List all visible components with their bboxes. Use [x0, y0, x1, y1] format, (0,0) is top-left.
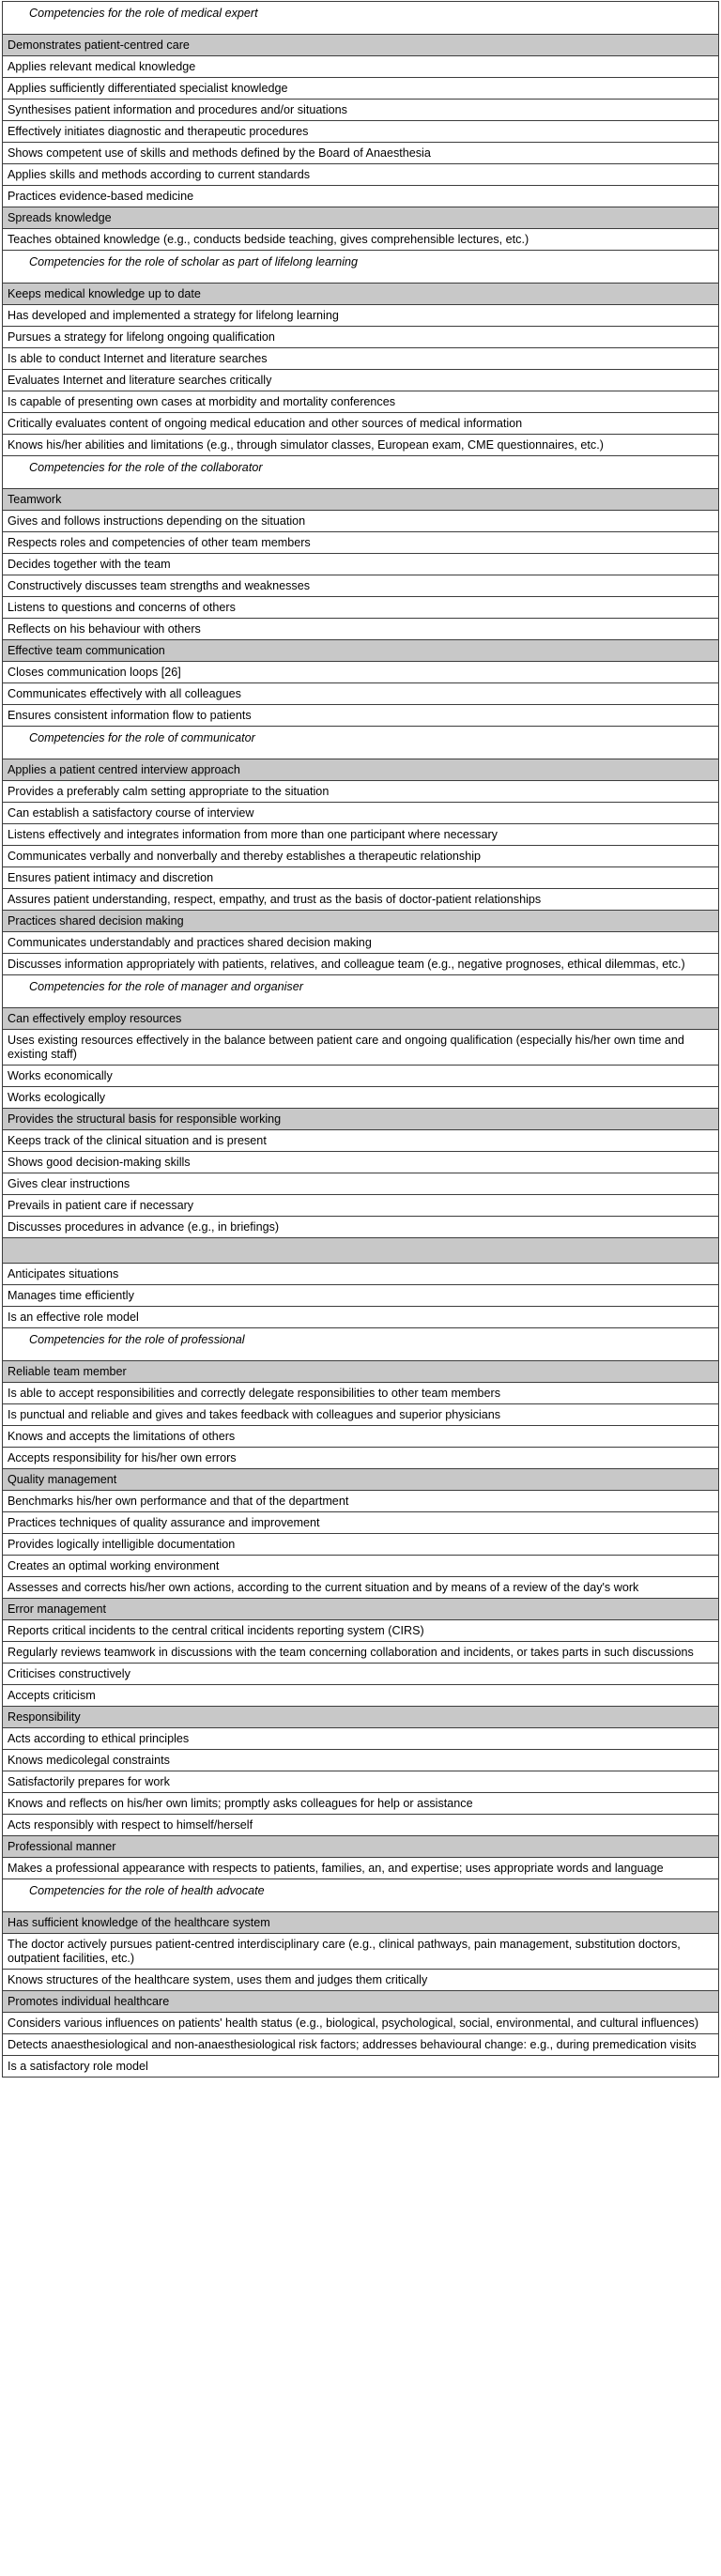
- competency-row: [3, 229, 719, 251]
- competency-row: [3, 1285, 719, 1307]
- competency-row: [3, 1620, 719, 1642]
- competency-text: Is able to conduct Internet and literature searches: [3, 348, 719, 370]
- competency-text: The doctor actively pursues patient-centred interdisciplinary care (e.g., clinical pathways, pain management, substitution doctors, outpatient facilities, etc.): [3, 1934, 719, 1970]
- competency-row: [3, 1173, 719, 1195]
- category-row: [3, 1008, 719, 1030]
- competency-text: Provides a preferably calm setting appropriate to the situation: [3, 781, 719, 803]
- competency-row: [3, 1664, 719, 1685]
- category-label: Keeps medical knowledge up to date: [3, 284, 719, 305]
- competency-row: [3, 1130, 719, 1152]
- competency-text: Assures patient understanding, respect, empathy, and trust as the basis of doctor-patient relationships: [3, 889, 719, 911]
- competency-row: [3, 1152, 719, 1173]
- competency-row: [3, 1858, 719, 1879]
- category-label: Responsibility: [3, 1707, 719, 1728]
- competency-row: [3, 597, 719, 619]
- competency-text: Assesses and corrects his/her own actions, according to the current situation and by means of a review of the day's work: [3, 1577, 719, 1599]
- competency-text: Is able to accept responsibilities and correctly delegate responsibilities to other team members: [3, 1383, 719, 1404]
- category-row: [3, 1991, 719, 2013]
- competency-text: Knows structures of the healthcare system, uses them and judges them critically: [3, 1970, 719, 1991]
- category-row: [3, 759, 719, 781]
- competency-text: Shows good decision-making skills: [3, 1152, 719, 1173]
- competency-text: Reports critical incidents to the central critical incidents reporting system (CIRS): [3, 1620, 719, 1642]
- competency-text: Applies relevant medical knowledge: [3, 56, 719, 78]
- competencies-table-body: [3, 2, 719, 2078]
- competency-text: Accepts responsibility for his/her own errors: [3, 1448, 719, 1469]
- category-label: Demonstrates patient-centred care: [3, 35, 719, 56]
- role-heading: Competencies for the role of medical expert: [3, 2, 719, 35]
- category-row: [3, 35, 719, 56]
- competency-text: Knows medicolegal constraints: [3, 1750, 719, 1771]
- category-label: Effective team communication: [3, 640, 719, 662]
- category-row: [3, 1836, 719, 1858]
- competency-text: Listens to questions and concerns of others: [3, 597, 719, 619]
- role-heading-row: [3, 727, 719, 759]
- category-label: [3, 1238, 719, 1264]
- competency-text: Shows competent use of skills and methods defined by the Board of Anaesthesia: [3, 143, 719, 164]
- competency-text: Is capable of presenting own cases at morbidity and mortality conferences: [3, 391, 719, 413]
- category-label: Applies a patient centred interview approach: [3, 759, 719, 781]
- competency-row: [3, 1217, 719, 1238]
- competency-row: [3, 100, 719, 121]
- competency-row: [3, 1512, 719, 1534]
- role-heading: Competencies for the role of scholar as part of lifelong learning: [3, 251, 719, 284]
- competency-row: [3, 1264, 719, 1285]
- competency-text: Listens effectively and integrates information from more than one participant where necessary: [3, 824, 719, 846]
- competency-row: [3, 1793, 719, 1815]
- role-heading-row: [3, 1879, 719, 1912]
- competency-text: Benchmarks his/her own performance and that of the department: [3, 1491, 719, 1512]
- category-label: Teamwork: [3, 489, 719, 511]
- competency-row: [3, 889, 719, 911]
- competency-row: [3, 78, 719, 100]
- competency-text: Communicates effectively with all colleagues: [3, 683, 719, 705]
- competency-row: [3, 164, 719, 186]
- competency-row: [3, 1534, 719, 1556]
- role-heading: Competencies for the role of professional: [3, 1328, 719, 1361]
- competency-text: Applies skills and methods according to current standards: [3, 164, 719, 186]
- competency-text: Effectively initiates diagnostic and therapeutic procedures: [3, 121, 719, 143]
- role-heading-row: [3, 251, 719, 284]
- competency-text: Synthesises patient information and procedures and/or situations: [3, 100, 719, 121]
- competency-row: [3, 683, 719, 705]
- category-label: Promotes individual healthcare: [3, 1991, 719, 2013]
- competency-row: [3, 2056, 719, 2078]
- competency-text: Is an effective role model: [3, 1307, 719, 1328]
- competency-row: [3, 781, 719, 803]
- competency-text: Is a satisfactory role model: [3, 2056, 719, 2078]
- competency-row: [3, 1750, 719, 1771]
- competency-row: [3, 1556, 719, 1577]
- category-row: [3, 1361, 719, 1383]
- competency-text: Criticises constructively: [3, 1664, 719, 1685]
- competency-row: [3, 1383, 719, 1404]
- competency-text: Can establish a satisfactory course of interview: [3, 803, 719, 824]
- competency-text: Makes a professional appearance with respects to patients, families, an, and expertise; uses appropriate words and language: [3, 1858, 719, 1879]
- competency-row: [3, 1771, 719, 1793]
- category-row: [3, 911, 719, 932]
- role-heading: Competencies for the role of communicator: [3, 727, 719, 759]
- role-heading-row: [3, 456, 719, 489]
- competency-row: [3, 867, 719, 889]
- category-label: Provides the structural basis for responsible working: [3, 1109, 719, 1130]
- competency-text: Discusses information appropriately with patients, relatives, and colleague team (e.g., negative prognoses, ethical dilemmas, etc.): [3, 954, 719, 975]
- competency-row: [3, 327, 719, 348]
- competency-text: Closes communication loops [26]: [3, 662, 719, 683]
- competencies-table: [2, 1, 719, 2078]
- competency-row: [3, 1448, 719, 1469]
- competency-row: [3, 1491, 719, 1512]
- competency-text: Evaluates Internet and literature searches critically: [3, 370, 719, 391]
- competency-text: Prevails in patient care if necessary: [3, 1195, 719, 1217]
- competency-row: [3, 575, 719, 597]
- competency-row: [3, 1195, 719, 1217]
- competency-text: Ensures consistent information flow to patients: [3, 705, 719, 727]
- category-label: Error management: [3, 1599, 719, 1620]
- category-label: Quality management: [3, 1469, 719, 1491]
- competency-row: [3, 348, 719, 370]
- competency-row: [3, 932, 719, 954]
- competency-row: [3, 1642, 719, 1664]
- competency-text: Practices evidence-based medicine: [3, 186, 719, 207]
- category-row: [3, 207, 719, 229]
- competency-text: Applies sufficiently differentiated specialist knowledge: [3, 78, 719, 100]
- competency-text: Has developed and implemented a strategy for lifelong learning: [3, 305, 719, 327]
- competency-row: [3, 2034, 719, 2056]
- competency-row: [3, 1426, 719, 1448]
- competency-row: [3, 2013, 719, 2034]
- competency-row: [3, 1030, 719, 1066]
- competency-row: [3, 532, 719, 554]
- competency-text: Discusses procedures in advance (e.g., in briefings): [3, 1217, 719, 1238]
- competency-text: Accepts criticism: [3, 1685, 719, 1707]
- competency-text: Gives clear instructions: [3, 1173, 719, 1195]
- competency-row: [3, 846, 719, 867]
- category-row: [3, 640, 719, 662]
- category-row: [3, 1599, 719, 1620]
- competency-text: Knows and accepts the limitations of others: [3, 1426, 719, 1448]
- competency-text: Creates an optimal working environment: [3, 1556, 719, 1577]
- competency-row: [3, 954, 719, 975]
- category-label: Can effectively employ resources: [3, 1008, 719, 1030]
- competency-row: [3, 1970, 719, 1991]
- competency-text: Manages time efficiently: [3, 1285, 719, 1307]
- competency-text: Critically evaluates content of ongoing medical education and other sources of medical information: [3, 413, 719, 435]
- competency-row: [3, 1728, 719, 1750]
- competency-text: Works ecologically: [3, 1087, 719, 1109]
- competency-row: [3, 1066, 719, 1087]
- competency-text: Communicates verbally and nonverbally and thereby establishes a therapeutic relationship: [3, 846, 719, 867]
- competency-text: Detects anaesthesiological and non-anaesthesiological risk factors; addresses behavioural change: e.g., during premedication visits: [3, 2034, 719, 2056]
- competency-text: Acts according to ethical principles: [3, 1728, 719, 1750]
- competency-text: Reflects on his behaviour with others: [3, 619, 719, 640]
- competency-row: [3, 705, 719, 727]
- category-row: [3, 1707, 719, 1728]
- competency-row: [3, 1685, 719, 1707]
- competency-row: [3, 1087, 719, 1109]
- category-label: Has sufficient knowledge of the healthcare system: [3, 1912, 719, 1934]
- competency-row: [3, 619, 719, 640]
- competency-row: [3, 370, 719, 391]
- category-row: [3, 1469, 719, 1491]
- competency-row: [3, 56, 719, 78]
- competency-row: [3, 413, 719, 435]
- competency-row: [3, 1815, 719, 1836]
- competency-text: Pursues a strategy for lifelong ongoing qualification: [3, 327, 719, 348]
- role-heading-row: [3, 975, 719, 1008]
- category-row: [3, 1238, 719, 1264]
- competency-text: Anticipates situations: [3, 1264, 719, 1285]
- role-heading-row: [3, 2, 719, 35]
- category-label: Professional manner: [3, 1836, 719, 1858]
- competency-row: [3, 391, 719, 413]
- competency-row: [3, 305, 719, 327]
- competency-text: Decides together with the team: [3, 554, 719, 575]
- competency-row: [3, 435, 719, 456]
- competency-text: Satisfactorily prepares for work: [3, 1771, 719, 1793]
- competency-text: Teaches obtained knowledge (e.g., conducts bedside teaching, gives comprehensible lectures, etc.): [3, 229, 719, 251]
- competency-text: Uses existing resources effectively in the balance between patient care and ongoing qualification (especially his/her own time and existing staff): [3, 1030, 719, 1066]
- competency-row: [3, 662, 719, 683]
- competency-text: Communicates understandably and practices shared decision making: [3, 932, 719, 954]
- competency-row: [3, 803, 719, 824]
- competency-text: Knows his/her abilities and limitations (e.g., through simulator classes, European exam, CME questionnaires, etc.): [3, 435, 719, 456]
- competency-row: [3, 554, 719, 575]
- competency-row: [3, 824, 719, 846]
- competency-text: Ensures patient intimacy and discretion: [3, 867, 719, 889]
- competency-row: [3, 511, 719, 532]
- competency-text: Considers various influences on patients' health status (e.g., biological, psychological, social, environmental, and cultural influences): [3, 2013, 719, 2034]
- competency-text: Works economically: [3, 1066, 719, 1087]
- role-heading-row: [3, 1328, 719, 1361]
- category-row: [3, 489, 719, 511]
- competency-row: [3, 1404, 719, 1426]
- competency-row: [3, 143, 719, 164]
- competency-text: Knows and reflects on his/her own limits; promptly asks colleagues for help or assistance: [3, 1793, 719, 1815]
- role-heading: Competencies for the role of manager and organiser: [3, 975, 719, 1008]
- competency-row: [3, 1577, 719, 1599]
- role-heading: Competencies for the role of the collaborator: [3, 456, 719, 489]
- competency-text: Practices techniques of quality assurance and improvement: [3, 1512, 719, 1534]
- competency-text: Constructively discusses team strengths and weaknesses: [3, 575, 719, 597]
- category-row: [3, 1912, 719, 1934]
- competency-row: [3, 1307, 719, 1328]
- competency-text: Keeps track of the clinical situation and is present: [3, 1130, 719, 1152]
- competency-row: [3, 121, 719, 143]
- role-heading: Competencies for the role of health advocate: [3, 1879, 719, 1912]
- category-row: [3, 1109, 719, 1130]
- competency-text: Gives and follows instructions depending on the situation: [3, 511, 719, 532]
- category-label: Practices shared decision making: [3, 911, 719, 932]
- competency-text: Regularly reviews teamwork in discussions with the team concerning collaboration and incidents, or takes parts in such discussions: [3, 1642, 719, 1664]
- category-label: Spreads knowledge: [3, 207, 719, 229]
- competency-row: [3, 186, 719, 207]
- competency-text: Provides logically intelligible documentation: [3, 1534, 719, 1556]
- competency-text: Is punctual and reliable and gives and takes feedback with colleagues and superior physicians: [3, 1404, 719, 1426]
- category-label: Reliable team member: [3, 1361, 719, 1383]
- competency-row: [3, 1934, 719, 1970]
- competency-text: Respects roles and competencies of other team members: [3, 532, 719, 554]
- category-row: [3, 284, 719, 305]
- competency-text: Acts responsibly with respect to himself/herself: [3, 1815, 719, 1836]
